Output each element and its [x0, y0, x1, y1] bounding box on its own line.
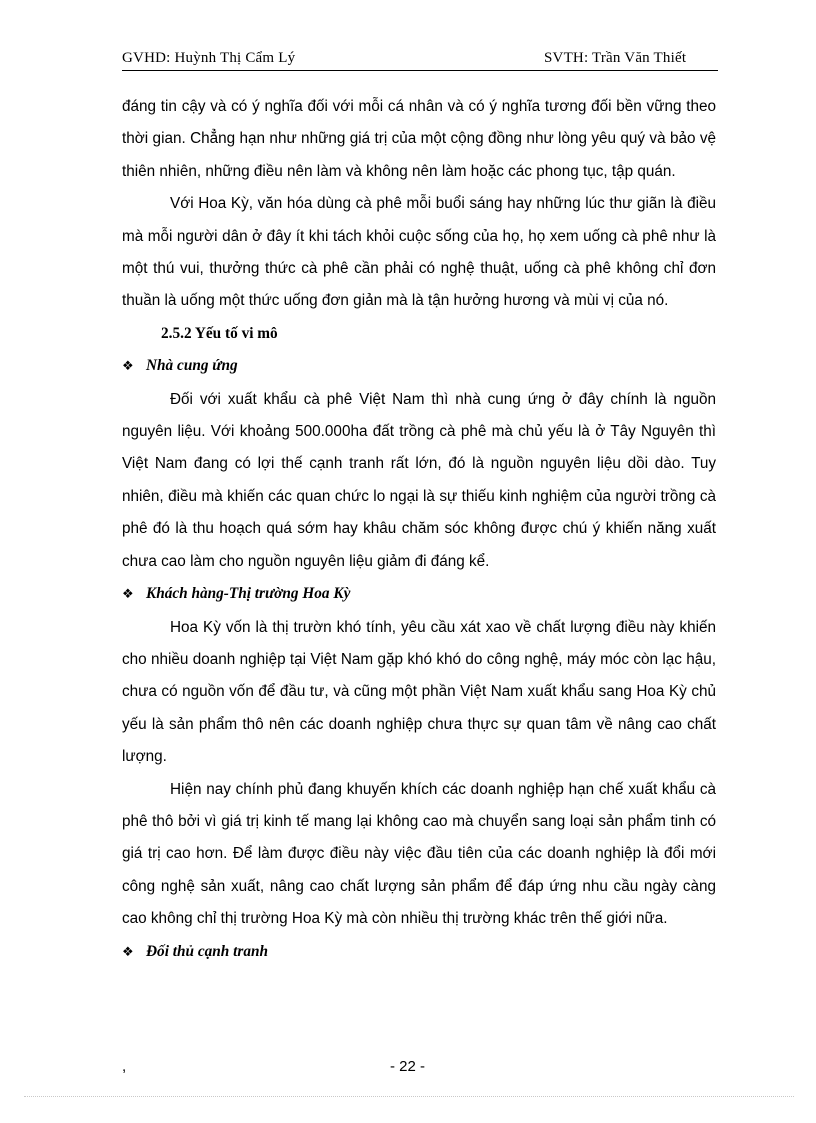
- diamond-bullet-icon: ❖: [122, 359, 134, 375]
- diamond-bullet-icon: ❖: [122, 944, 134, 960]
- bullet-heading-label: Nhà cung ứng: [146, 357, 238, 375]
- bullet-heading-customers: [122, 578, 716, 611]
- bullet-heading-competitors: [122, 936, 716, 969]
- page-header: [122, 50, 718, 71]
- paragraph-us-market: Hoa Kỳ vốn là thị trườn khó tính, yêu cầu xát xao về chất lượng điều này khiến cho nhiều doanh nghiệp tại Việt Nam gặp khó khó do công nghệ, máy móc còn lạc hậu, chưa có nguồn vốn để đầu tư, và cũng một phần Việt Nam xuất khẩu sang Hoa Kỳ chủ yếu là sản phẩm thô nên các doanh nghiệp chưa thực sự quan tâm về nâng cao chất lượng.: [122, 618, 716, 766]
- page-body: [122, 91, 716, 969]
- section-heading: 2.5.2 Yếu tố vi mô: [161, 324, 278, 342]
- bullet-heading-label: Khách hàng-Thị trường Hoa Kỳ: [146, 585, 351, 603]
- bullet-heading-label: Đối thủ cạnh tranh: [146, 942, 269, 960]
- paragraph-culture-values: đáng tin cậy và có ý nghĩa đối với mỗi cá nhân và có ý nghĩa tương đối bền vững theo thời gian. Chẳng hạn như những giá trị của một cộng đồng như lòng yêu quý và bảo vệ thiên nhiên, những điều nên làm và không nên làm hoặc các phong tục, tập quán.: [122, 98, 716, 180]
- footer-mark: ,: [122, 1058, 127, 1075]
- diamond-bullet-icon: ❖: [122, 587, 134, 603]
- page-edge-divider: [24, 1096, 794, 1097]
- paragraph-government-policy: Hiện nay chính phủ đang khuyến khích các doanh nghiệp hạn chế xuất khẩu cà phê thô bởi vì giá trị kinh tế mang lại không cao mà chuyển sang loại sản phẩm tinh có giá trị cao hơn. Để làm được điều này việc đầu tiên của các doanh nghiệp là đổi mới công nghệ sản xuất, nâng cao chất lượng sản phẩm để đáp ứng nhu cầu ngày càng cao không chỉ thị trường Hoa Kỳ mà còn nhiều thị trường khác trên thế giới nữa.: [122, 780, 716, 928]
- paragraph-us-coffee-culture: Với Hoa Kỳ, văn hóa dùng cà phê mỗi buổi sáng hay những lúc thư giãn là điều mà mỗi người dân ở đây ít khi tách khỏi cuộc sống của họ, họ xem uống cà phê như là một thú vui, thưởng thức cà phê cần phải có nghệ thuật, uống cà phê không chỉ đơn thuần là uống một thức uống đơn giản mà là tận hưởng hương và mùi vị của nó.: [122, 195, 716, 310]
- page-footer: [122, 1058, 718, 1080]
- bullet-heading-suppliers: [122, 350, 716, 383]
- header-student: SVTH: Trần Văn Thiết: [544, 50, 687, 66]
- header-instructor: GVHD: Huỳnh Thị Cẩm Lý: [122, 50, 296, 66]
- page-number: - 22 -: [390, 1058, 426, 1075]
- paragraph-suppliers: Đối với xuất khẩu cà phê Việt Nam thì nhà cung ứng ở đây chính là nguồn nguyên liệu. Với khoảng 500.000ha đất trồng cà phê mà chủ yếu là ở Tây Nguyên thì Việt Nam đang có lợi thế cạnh tranh rất lớn, đó là nguồn nguyên liệu dồi dào. Tuy nhiên, điều mà khiến các quan chức lo ngại là sự thiếu kinh nghiệm của người trồng cà phê đó là thu hoạch quá sớm hay khâu chăm sóc không được chú ý khiến năng xuất chưa cao làm cho nguồn nguyên liệu giảm đi đáng kể.: [122, 390, 716, 570]
